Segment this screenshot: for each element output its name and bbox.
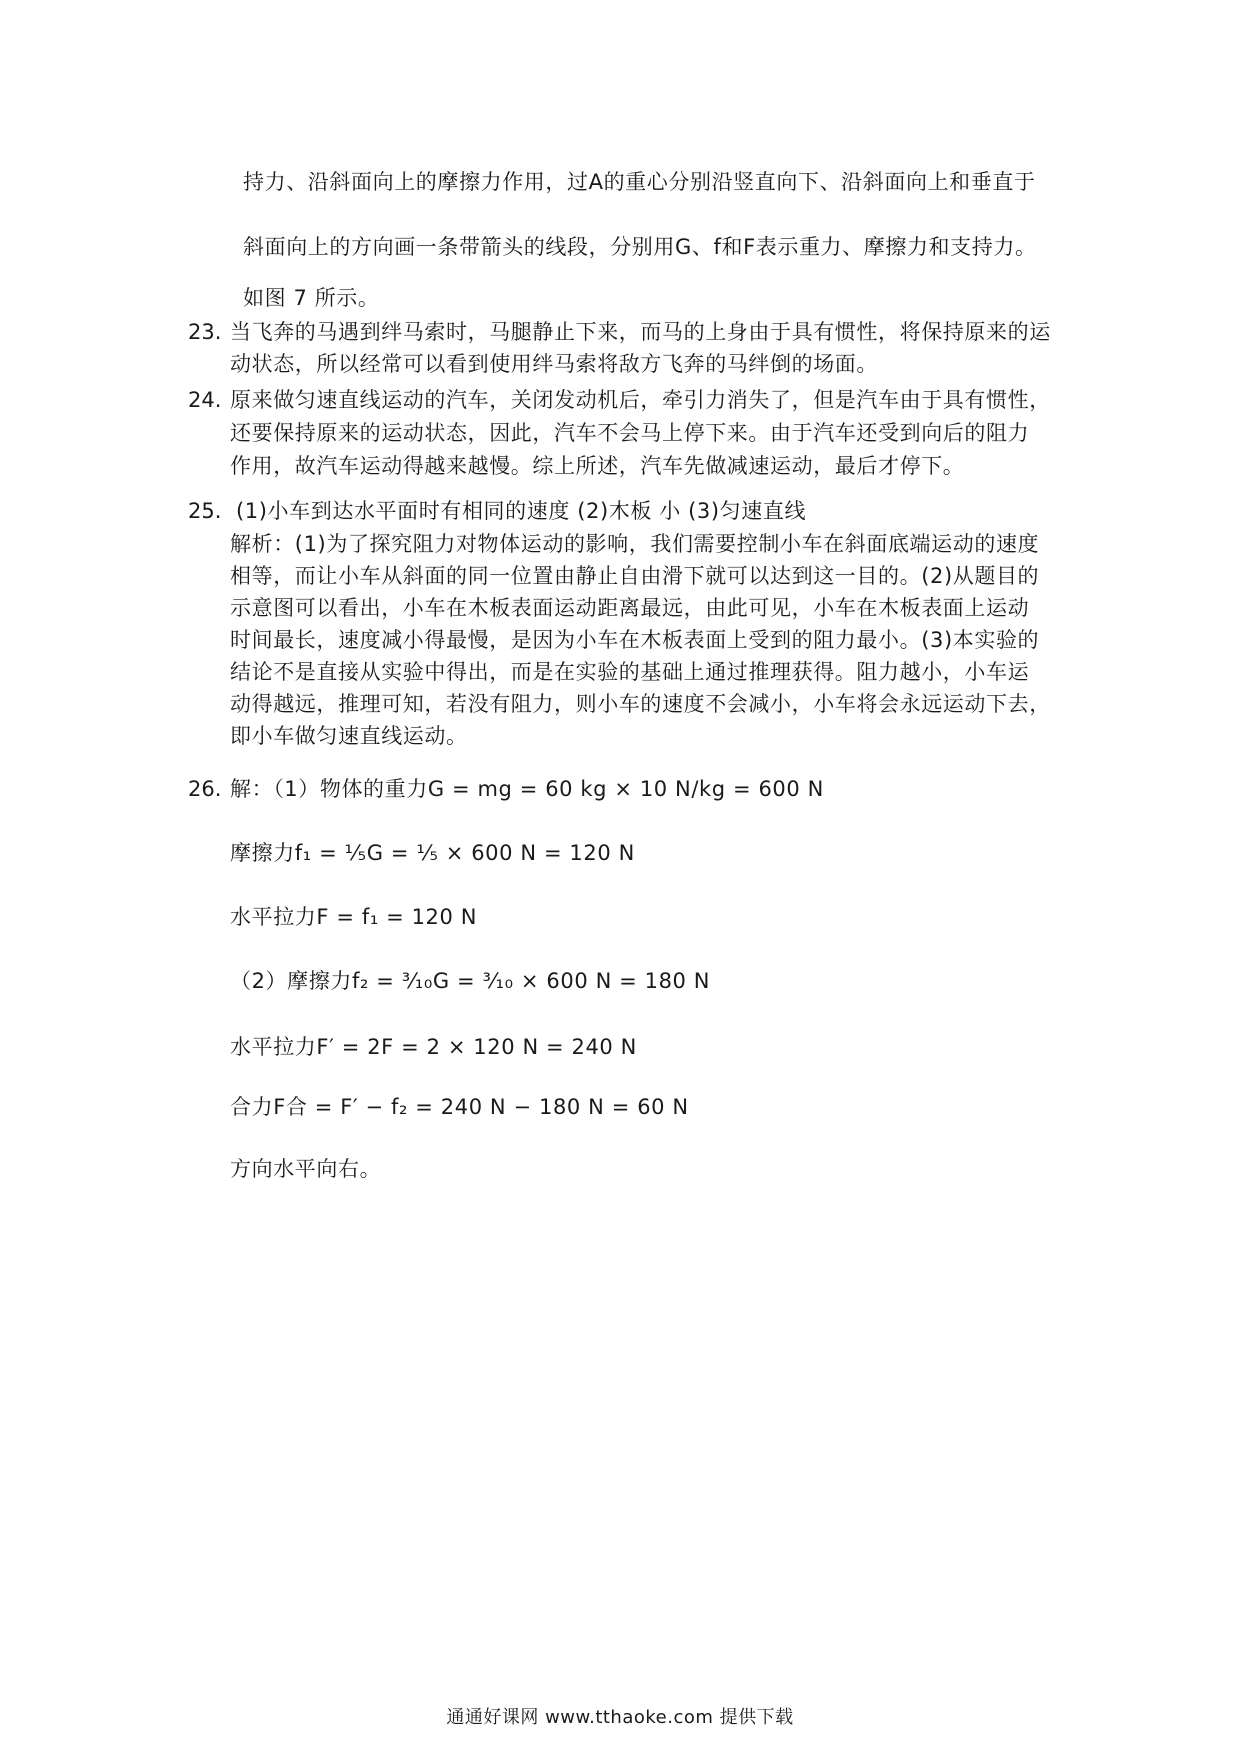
- q25-analysis-line-6: 动得越远，推理可知，若没有阻力，则小车的速度不会减小，小车将会永远运动下去，: [230, 692, 1051, 716]
- q25-analysis-line-7: 即小车做匀速直线运动。: [230, 724, 468, 748]
- q25-number: 25.: [188, 499, 222, 523]
- q24-number: 24.: [188, 388, 222, 412]
- q26-line-2: 摩擦力f₁ = ¹⁄₅G = ¹⁄₅ × 600 N = 120 N: [230, 841, 635, 865]
- continued-line-2: 斜面向上的方向画一条带箭头的线段，分别用G、f和F表示重力、摩擦力和支持力。: [243, 235, 1037, 259]
- continued-line-1: 持力、沿斜面向上的摩擦力作用，过A的重心分别沿竖直向下、沿斜面向上和垂直于: [243, 170, 1036, 194]
- q25-analysis-line-1: 解析：(1)为了探究阻力对物体运动的影响，我们需要控制小车在斜面底端运动的速度: [230, 532, 1040, 556]
- q24-line-3: 作用，故汽车运动得越来越慢。综上所述，汽车先做减速运动，最后才停下。: [230, 454, 965, 478]
- q26-line-6: 合力F合 = F′ − f₂ = 240 N − 180 N = 60 N: [230, 1095, 689, 1119]
- q26-line-3: 水平拉力F = f₁ = 120 N: [230, 905, 478, 929]
- q26-line-1: 解：（1）物体的重力G = mg = 60 kg × 10 N/kg = 600 N: [230, 777, 824, 801]
- q26-line-5: 水平拉力F′ = 2F = 2 × 120 N = 240 N: [230, 1035, 637, 1059]
- q24-line-2: 还要保持原来的运动状态，因此，汽车不会马上停下来。由于汽车还受到向后的阻力: [230, 421, 1030, 445]
- q23-line-2: 动状态，所以经常可以看到使用绊马索将敌方飞奔的马绊倒的场面。: [230, 352, 878, 376]
- q23-line-1: 当飞奔的马遇到绊马索时，马腿静止下来，而马的上身由于具有惯性，将保持原来的运: [230, 320, 1051, 344]
- q25-analysis-line-2: 相等，而让小车从斜面的同一位置由静止自由滑下就可以达到这一目的。(2)从题目的: [230, 564, 1040, 588]
- q25-analysis-line-5: 结论不是直接从实验中得出，而是在实验的基础上通过推理获得。阻力越小，小车运: [230, 660, 1030, 684]
- q23-number: 23.: [188, 320, 222, 344]
- q25-analysis-line-3: 示意图可以看出，小车在木板表面运动距离最远，由此可见，小车在木板表面上运动: [230, 596, 1030, 620]
- q25-analysis-line-4: 时间最长，速度减小得最慢，是因为小车在木板表面上受到的阻力最小。(3)本实验的: [230, 628, 1040, 652]
- q26-line-7: 方向水平向右。: [230, 1157, 382, 1181]
- page-footer: 通通好课网 www.tthaoke.com 提供下载: [446, 1707, 794, 1728]
- continued-line-3: 如图 7 所示。: [243, 286, 380, 310]
- q25-answer: (1)小车到达水平面时有相同的速度 (2)木板 小 (3)匀速直线: [236, 499, 807, 523]
- q26-line-4: （2）摩擦力f₂ = ³⁄₁₀G = ³⁄₁₀ × 600 N = 180 N: [230, 969, 711, 993]
- q26-number: 26.: [188, 777, 222, 801]
- q24-line-1: 原来做匀速直线运动的汽车，关闭发动机后，牵引力消失了，但是汽车由于具有惯性，: [230, 388, 1051, 412]
